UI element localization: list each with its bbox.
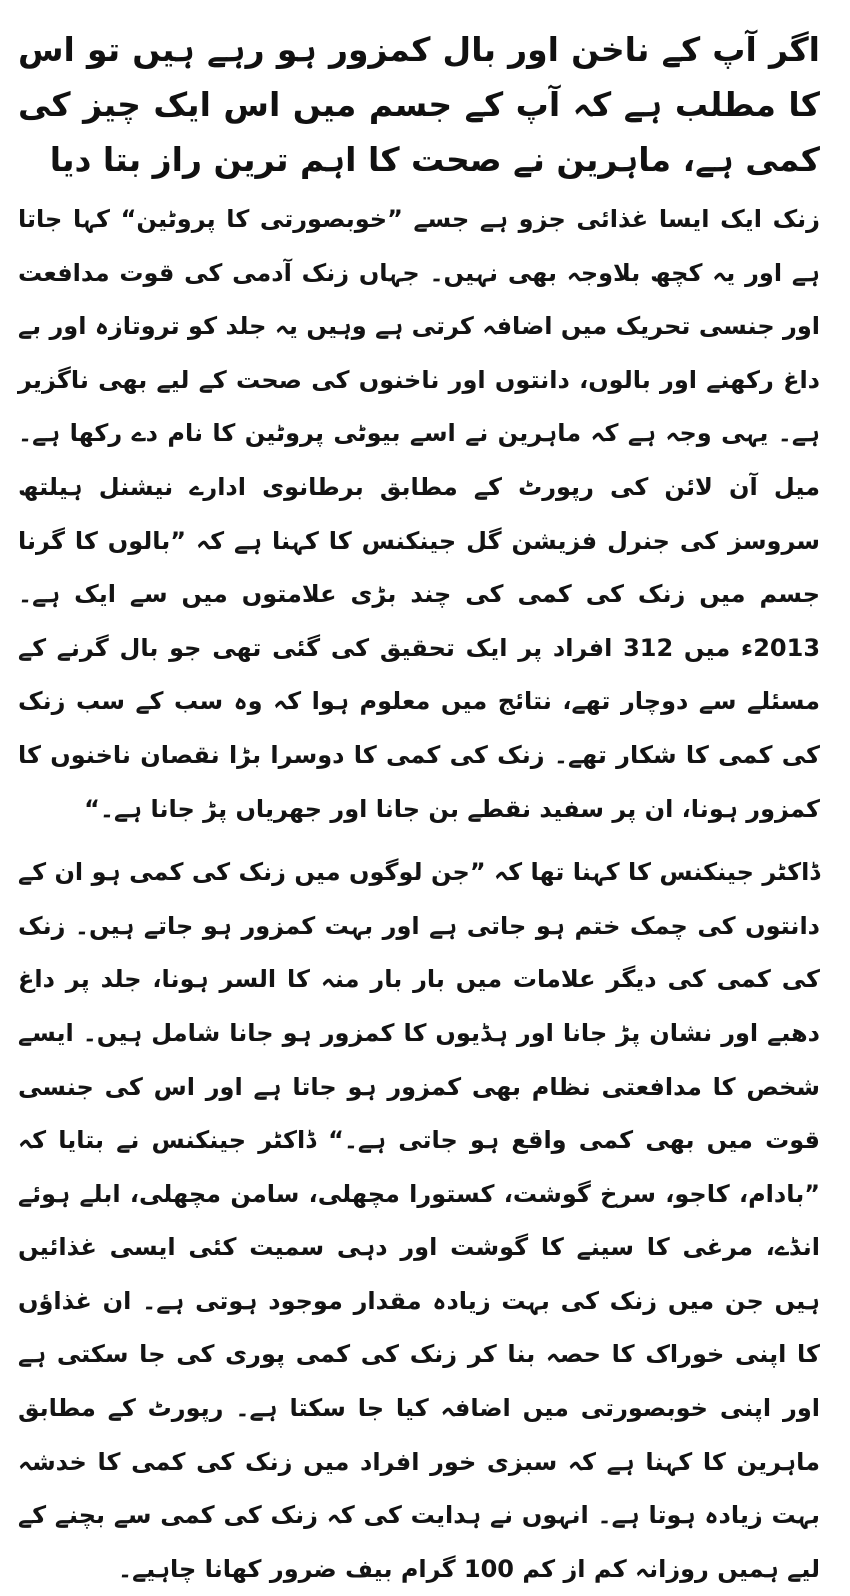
article-paragraph-2: ڈاکٹر جینکنس کا کہنا تھا کہ ”جن لوگوں میں زنک کی کمی ہو ان کے دانتوں کی چمک ختم ہو جاتی ہے اور بہت کمزور ہو جاتے ہیں۔ زنک کی کمی کی دیگر علامات میں بار بار منہ کا السر ہونا، جلد پر داغ دھبے اور نشان پڑ جانا اور ہڈیوں کا کمزور ہو جانا شامل ہیں۔ ایسے شخص کا مدافعتی نظام بھی کمزور ہو جاتا ہے اور اس کی جنسی قوت میں بھی کمی واقع ہو جاتی ہے۔“ ڈاکٹر جینکنس نے بتایا کہ ”بادام، کاجو، سرخ گوشت، کستورا مچھلی، سامن مچھلی، ابلے ہوئے انڈے، مرغی کا سینے کا گوشت اور دہی سمیت کئی ایسی غذائیں ہیں جن میں زنک کی بہت زیادہ مقدار موجود ہوتی ہے۔ ان غذاؤں کا اپنی خوراک کا حصہ بنا کر زنک کی کمی پوری کی جا سکتی ہے اور اپنی خوبصورتی میں اضافہ کیا جا سکتا ہے۔ رپورٹ کے مطابق ماہرین کا کہنا ہے کہ سبزی خور افراد میں زنک کی کمی کا خدشہ بہت زیادہ ہوتا ہے۔ انہوں نے ہدایت کی کہ زنک کی کمی سے بچنے کے لیے ہمیں روزانہ کم از کم 100 گرام بیف ضرور کھانا چاہیے۔ <box>18 858 820 1583</box>
article-headline: اگر آپ کے ناخن اور بال کمزور ہو رہے ہیں تو اس کا مطلب ہے کہ آپ کے جسم میں اس ایک چیز کی کمی ہے، ماہرین نے صحت کا اہم ترین راز بتا دیا <box>18 30 820 179</box>
article-paragraph-1: زنک ایک ایسا غذائی جزو ہے جسے ”خوبصورتی کا پروٹین“ کہا جاتا ہے اور یہ کچھ بلاوجہ بھی نہیں۔ جہاں زنک آدمی کی قوت مدافعت اور جنسی تحریک میں اضافہ کرتی ہے وہیں یہ جلد کو تروتازہ اور بے داغ رکھنے اور بالوں، دانتوں اور ناخنوں کی صحت کے لیے بھی ناگزیر ہے۔ یہی وجہ ہے کہ ماہرین نے اسے بیوٹی پروٹین کا نام دے رکھا ہے۔ میل آن لائن کی رپورٹ کے مطابق برطانوی ادارے نیشنل ہیلتھ سروسز کی جنرل فزیشن گل جینکنس کا کہنا ہے کہ ”بالوں کا گرنا جسم میں زنک کی کمی کی چند بڑی علامتوں میں سے ایک ہے۔ 2013ء میں 312 افراد پر ایک تحقیق کی گئی تھی جو بال گرنے کے مسئلے سے دوچار تھے، نتائج میں معلوم ہوا کہ وہ سب کے سب زنک کی کمی کا شکار تھے۔ زنک کی کمی کا دوسرا بڑا نقصان ناخنوں کا کمزور ہونا، ان پر سفید نقطے بن جانا اور جھریاں پڑ جانا ہے۔“ <box>18 205 821 823</box>
